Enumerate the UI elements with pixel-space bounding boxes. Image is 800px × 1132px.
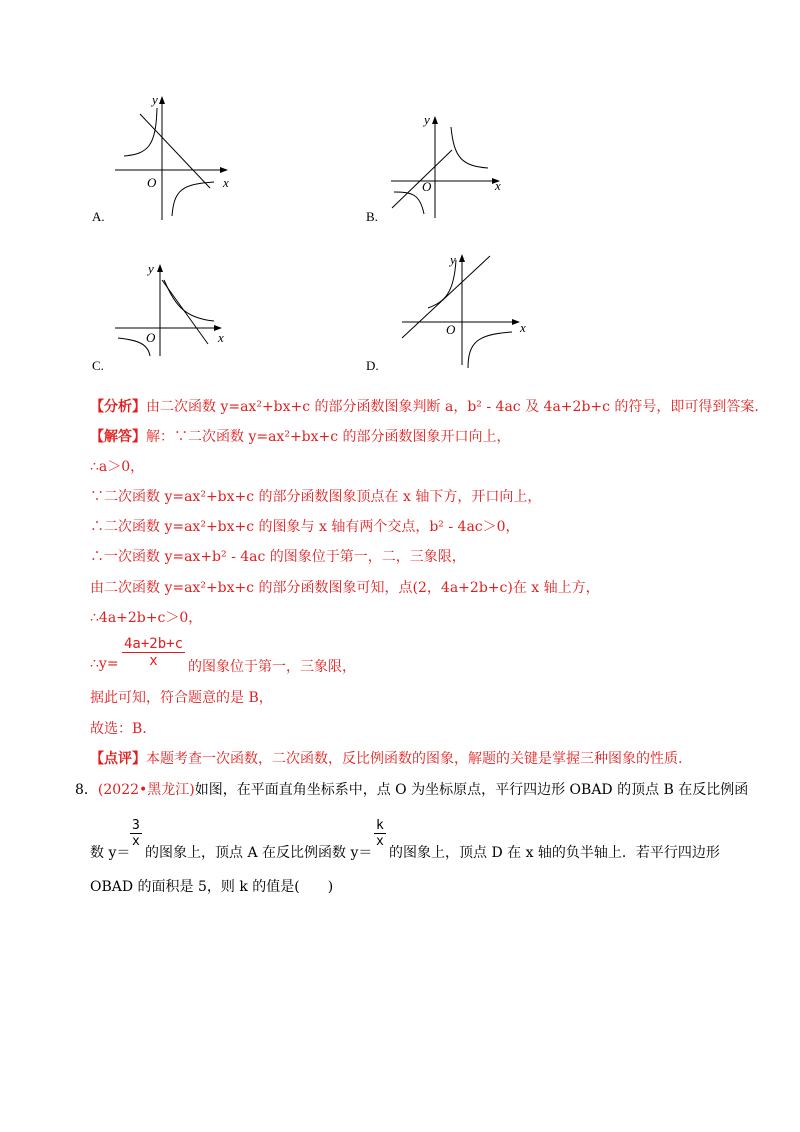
- graph-c: [110, 258, 240, 358]
- graph-c-plot: [110, 258, 240, 358]
- solution-text-1: 解：∵二次函数 y=ax²+bx+c 的部分函数图象开口向上，: [146, 429, 511, 445]
- question-fraction-1: [130, 818, 142, 849]
- solution-line-9: 据此可知，符合题意的是 B，: [90, 690, 273, 706]
- graph-a-x-label: x: [223, 175, 229, 190]
- option-c-label[interactable]: C.: [92, 358, 104, 373]
- graph-a-plot: [110, 88, 240, 223]
- graph-d-y-label: y: [450, 252, 456, 267]
- question-text-1: 如图，在平面直角坐标系中，点 O 为坐标原点，平行四边形 OBAD 的顶点 B 在反比例函: [194, 782, 749, 798]
- analysis-text: 由二次函数 y=ax²+bx+c 的部分函数图象判断 a，b² - 4ac 及 4a+2b+c 的符号，即可得到答案.: [146, 399, 759, 415]
- graph-d-x-label: x: [520, 320, 526, 335]
- question-number: 8．: [75, 782, 98, 798]
- solution-line-6: 由二次函数 y=ax²+bx+c 的部分函数图象可知，点(2，4a+2b+c)在 x 轴上方，: [90, 580, 600, 596]
- solution-line-5: ∴一次函数 y=ax+b² - 4ac 的图象位于第一，二，三象限，: [90, 549, 466, 565]
- analysis-line: [90, 396, 759, 416]
- graph-b-y-label: y: [424, 112, 430, 127]
- comment-line: [90, 748, 682, 768]
- question-fraction-2-num: k: [376, 818, 384, 833]
- question-8-line-2b: 的图象上，顶点 A 在反比例函数 y＝: [145, 845, 373, 861]
- graph-c-origin-label: O: [146, 330, 156, 345]
- option-d-label[interactable]: D.: [366, 358, 379, 373]
- graph-d-origin-label: O: [446, 322, 456, 337]
- question-fraction-2-den: x: [376, 834, 384, 849]
- graph-b: [388, 110, 508, 220]
- graph-a-y-label: y: [152, 92, 158, 107]
- graph-d: [392, 250, 532, 370]
- question-8-line-2c: 的图象上，顶点 D 在 x 轴的负半轴上．若平行四边形: [389, 845, 720, 861]
- question-8-line-2a: 数 y＝: [90, 845, 131, 861]
- solution-line-8-pre: ∴y=: [90, 656, 119, 672]
- question-8-line-1: [75, 779, 748, 799]
- option-b-label[interactable]: B.: [366, 209, 378, 224]
- question-8-line-3: OBAD 的面积是 5，则 k 的值是( ): [90, 879, 334, 895]
- question-fraction-1-num: 3: [132, 818, 140, 833]
- solution-fraction: [122, 636, 185, 669]
- solution-line-4: ∴二次函数 y=ax²+bx+c 的图象与 x 轴有两个交点，b² - 4ac＞0，: [90, 519, 520, 535]
- solution-line-1: [90, 426, 511, 446]
- question-fraction-1-den: x: [132, 834, 140, 849]
- solution-line-2: ∴a＞0，: [90, 459, 145, 475]
- graph-a: [110, 88, 240, 223]
- solution-tag: 【解答】: [90, 429, 146, 445]
- fraction-numerator: 4a+2b+c: [124, 636, 184, 652]
- graph-b-origin-label: O: [422, 179, 432, 194]
- graph-b-plot: [388, 110, 508, 220]
- question-source: (2022•黑龙江): [97, 782, 195, 798]
- solution-line-7: ∴4a+2b+c＞0，: [90, 610, 203, 626]
- graph-b-x-label: x: [495, 178, 501, 193]
- comment-tag: 【点评】: [90, 751, 146, 767]
- graph-d-plot: [392, 250, 532, 370]
- solution-line-10: 故选：B.: [90, 721, 147, 737]
- graph-c-x-label: x: [218, 330, 224, 345]
- comment-text: 本题考查一次函数，二次函数，反比例函数的图象，解题的关键是掌握三种图象的性质.: [146, 751, 683, 767]
- solution-line-3: ∵二次函数 y=ax²+bx+c 的部分函数图象顶点在 x 轴下方，开口向上，: [90, 489, 542, 505]
- question-fraction-2: [374, 818, 386, 849]
- analysis-tag: 【分析】: [90, 399, 146, 415]
- solution-line-8-post: 的图象位于第一，三象限，: [188, 659, 356, 675]
- graph-a-origin-label: O: [147, 175, 157, 190]
- fraction-denominator: x: [149, 653, 158, 669]
- option-a-label[interactable]: A.: [92, 209, 105, 224]
- graph-c-y-label: y: [148, 261, 154, 276]
